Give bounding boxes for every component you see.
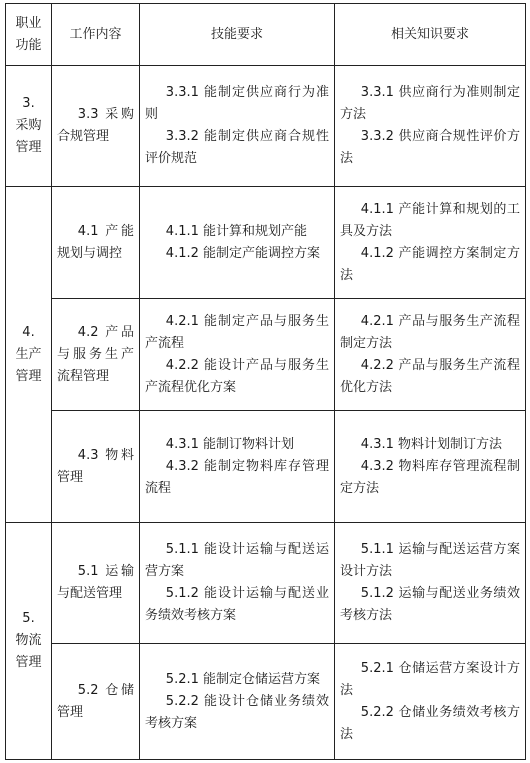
skill-item: 4.3.1 能制订物料计划 (165, 436, 295, 452)
skill-item: 4.1.2 能制定产能调控方案 (165, 245, 321, 261)
knowledge-cell (335, 66, 526, 187)
header-function: 职业 功能 (6, 4, 52, 66)
skill-item: 4.2.1 能制定产品与服务生产流程 (145, 313, 329, 351)
skill-item: 5.1.1 能设计运输与配送运营方案 (145, 542, 329, 579)
knowledge-item: 4.2.1 产品与服务生产流程制定方法 (340, 313, 520, 351)
skill-item: 4.3.2 能制定物料库存管理流程 (145, 458, 329, 496)
skill-item: 4.1.1 能计算和规划产能 (165, 223, 308, 239)
skill-item: 5.1.2 能设计运输与配送业务绩效考核方案 (145, 586, 329, 623)
header-knowledge: 相关知识要求 (335, 4, 526, 66)
skill-cell (140, 187, 335, 299)
skill-cell (140, 644, 335, 760)
content-cell: 5.2 仓储管理 (52, 644, 140, 760)
header-content: 工作内容 (52, 4, 140, 66)
skill-item: 3.3.2 能制定供应商合规性评价规范 (145, 129, 329, 166)
skill-item: 5.2.1 能制定仓储运营方案 (165, 671, 321, 687)
content-cell: 4.2 产品与服务生产流程管理 (52, 299, 140, 411)
knowledge-item: 5.2.1 仓储运营方案设计方法 (340, 660, 520, 698)
function-cell: 5. 物流 管理 (6, 523, 52, 760)
knowledge-item: 4.1.2 产能调控方案制定方法 (340, 245, 520, 283)
function-cell: 4. 生产 管理 (6, 187, 52, 523)
content-cell: 4.1 产能规划与调控 (52, 187, 140, 299)
skill-item: 5.2.2 能设计仓储业务绩效考核方案 (145, 693, 329, 731)
content-cell: 4.3 物料管理 (52, 411, 140, 523)
knowledge-item: 4.1.1 产能计算和规划的工具及方法 (340, 201, 520, 239)
knowledge-item: 3.3.2 供应商合规性评价方法 (340, 129, 520, 166)
skill-item: 4.2.2 能设计产品与服务生产流程优化方案 (145, 357, 329, 395)
table-row (6, 66, 526, 187)
knowledge-cell (335, 644, 526, 760)
knowledge-item: 5.1.2 运输与配送业务绩效考核方法 (340, 586, 520, 623)
knowledge-item: 4.3.2 物料库存管理流程制定方法 (340, 458, 520, 496)
table-row (6, 523, 526, 644)
header-row (6, 4, 526, 66)
content-cell: 3.3 采购合规管理 (52, 66, 140, 187)
competency-table (5, 3, 526, 760)
skill-item: 3.3.1 能制定供应商行为准则 (145, 85, 329, 122)
knowledge-item: 4.2.2 产品与服务生产流程优化方法 (340, 357, 520, 395)
knowledge-cell (335, 187, 526, 299)
knowledge-item: 3.3.1 供应商行为准则制定方法 (340, 85, 520, 122)
skill-cell (140, 523, 335, 644)
knowledge-cell (335, 523, 526, 644)
knowledge-cell (335, 299, 526, 411)
table-row (6, 187, 526, 299)
knowledge-cell (335, 411, 526, 523)
header-skill: 技能要求 (140, 4, 335, 66)
table-row (6, 411, 526, 523)
knowledge-item: 5.1.1 运输与配送运营方案设计方法 (340, 542, 520, 579)
table-row (6, 299, 526, 411)
table-row (6, 644, 526, 760)
function-cell: 3. 采购 管理 (6, 66, 52, 187)
skill-cell (140, 411, 335, 523)
knowledge-item: 4.3.1 物料计划制订方法 (360, 436, 503, 452)
knowledge-item: 5.2.2 仓储业务绩效考核方法 (340, 704, 520, 742)
content-cell: 5.1 运输与配送管理 (52, 523, 140, 644)
skill-cell (140, 66, 335, 187)
skill-cell (140, 299, 335, 411)
